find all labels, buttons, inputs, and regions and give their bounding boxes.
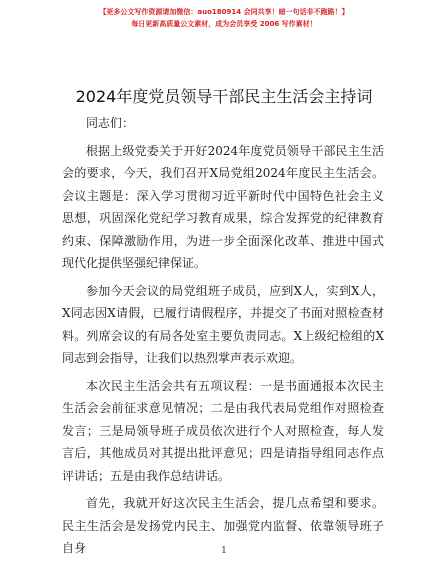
body-paragraph-2: 参加今天会议的局党组班子成员，应到X人，实到X人，X同志因X请假，已履行请假程序，并提交了书面对照检查材料。列席会议的有局各处室主要负责同志。X上级纪检组的X同志到会指导，让我们以热烈掌声表示欢迎。 xyxy=(62,283,384,365)
body-paragraph-1: 根据上级党委关于开好2024年度党员领导干部民主生活会的要求，今天，我们召开X局党组2024年度民主生活会。会议主题是：深入学习贯彻习近平新时代中国特色社会主义思想，巩固深化党纪学习教育成果，综合发挥党的纪律教育约束、保障激励作用，为进一步全面深化改革、推进中国式现代化提供坚强纪律保证。 xyxy=(62,143,384,270)
document-body xyxy=(62,112,384,565)
body-paragraph-4: 首先，我就开好这次民主生活会，提几点希望和要求。民主生活会是发扬党内民主、加强党内监督、依靠领导班子自身 xyxy=(62,496,384,555)
page-number: 1 xyxy=(221,546,227,556)
body-paragraph-3: 本次民主生活会共有五项议程：一是书面通报本次民主生活会会前征求意见情况；二是由我代表局党组作对照检查发言；三是局领导班子成员依次进行个人对照检查，每人发言后，其他成员对其提出批评意见；四是请指导组同志作点评讲话；五是由我作总结讲话。 xyxy=(62,378,384,483)
promo-banner xyxy=(0,6,448,30)
promo-banner-line-2: 每日更新高质量公文素材，成为会员享受 2006 写作素材！ xyxy=(131,20,317,28)
salutation: 同志们： xyxy=(86,116,135,130)
document-title: 2024年度党员领导干部民主生活会主持词 xyxy=(75,87,373,106)
promo-banner-line-1: 【更多公文写作资源请加微信：auo180914 会同共享！暗一句话非不跑路！】 xyxy=(99,8,349,16)
